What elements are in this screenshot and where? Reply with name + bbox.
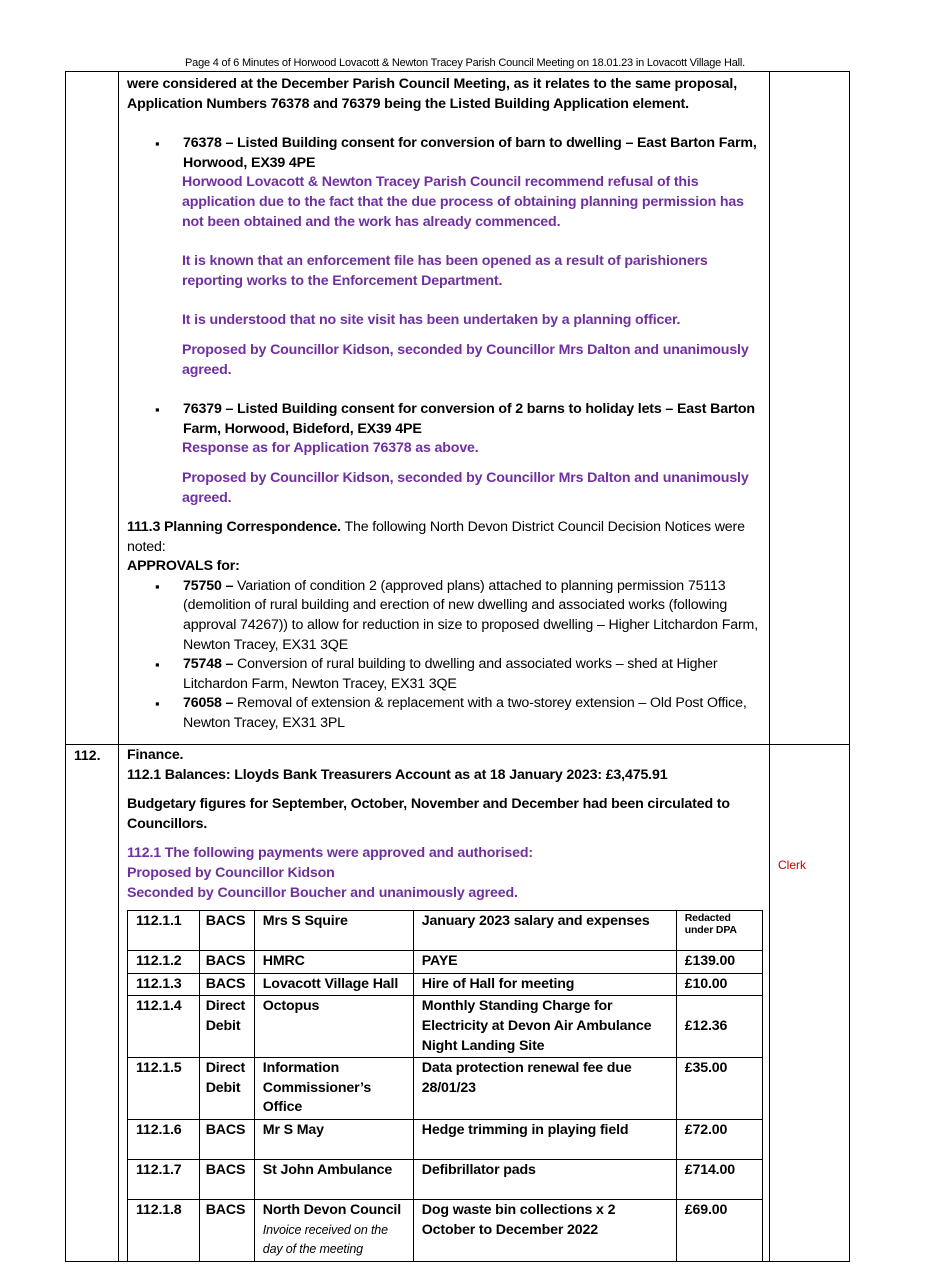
payment-ref-text: 112.1.7 [136,1161,182,1178]
action-clerk: Clerk [778,858,807,872]
payment-row [128,973,763,996]
approval-item [127,577,765,655]
payment-payee [254,1119,413,1159]
payment-description [413,996,676,1058]
payment-row [128,1119,763,1159]
payments-proposed: Proposed by Councillor Kidson [127,864,335,881]
payment-method-text: BACS [205,1201,246,1218]
payment-row [128,1058,763,1120]
minutes-table [65,71,850,1262]
approval-number: 75748 – [183,656,234,673]
payment-description [413,1119,676,1159]
payment-ref [128,996,200,1058]
payment-ref-text: 112.1.2 [136,953,182,970]
payment-ref [128,1199,200,1261]
payment-description [413,911,676,951]
payment-description-text: January 2023 salary and expenses [421,913,650,930]
payment-method-text: BACS [205,1121,246,1138]
approvals-list [127,577,765,734]
approval-item [127,655,765,694]
planning-correspondence [127,518,765,557]
payment-payee-text: Lovacott Village Hall [262,975,399,992]
column-divider [769,72,770,1261]
payment-amount-text: Redacted under DPA [684,912,737,937]
payments-table [127,910,763,1262]
payment-description-text: PAYE [421,953,458,970]
payment-payee [254,911,413,951]
application-76378-enforcement: It is known that an enforcement file has been opened as a result of parishioners reporting works to the Enforcement Department. [182,253,708,289]
payment-payee [254,973,413,996]
application-76378-site-visit: It is understood that no site visit has been undertaken by a planning officer. [182,312,681,329]
payment-description [413,1058,676,1120]
payment-payee-text: Mrs S Squire [262,913,348,930]
payment-payee [254,951,413,974]
section-111-content [127,75,765,734]
application-76378-title: ▪ 76378 – Listed Building consent for conversion of barn to dwelling – East Barton Farm, Horwood, EX39 4PE [127,134,765,173]
payment-row [128,996,763,1058]
payment-amount [676,996,762,1058]
payments-heading: 112.1 The following payments were approved and authorised: [127,845,534,862]
payment-description [413,1199,676,1261]
approvals-heading: APPROVALS for: [127,558,240,575]
payment-ref [128,951,200,974]
payment-amount [676,1058,762,1120]
payment-method [199,1199,254,1261]
payment-method [199,911,254,951]
payment-payee-text: Mr S May [262,1121,324,1138]
payment-row [128,951,763,974]
page-header: Page 4 of 6 Minutes of Horwood Lovacott & Newton Tracey Parish Council Meeting on 18.01.23 in Lovacott Village Hall. [185,57,745,69]
approval-number: 75750 – [183,577,234,594]
payment-method-text: BACS [205,975,246,992]
payment-description [413,951,676,974]
payment-description [413,973,676,996]
payment-row [128,1199,763,1261]
payment-payee [254,1199,413,1261]
payment-ref-text: 112.1.8 [136,1201,182,1218]
payment-amount [676,973,762,996]
balances: 112.1 Balances: Lloyds Bank Treasurers Account as at 18 January 2023: £3,475.91 [127,766,668,783]
payment-method-text: Direct Debit [205,998,246,1034]
payment-ref [128,1058,200,1120]
payment-payee-text: Octopus [262,998,320,1015]
payment-description-text: Data protection renewal fee due 28/01/23 [421,1060,632,1096]
approval-text: Variation of condition 2 (approved plans) attached to planning permission 75113 (demolition of rural building and erection of new dwelling and associated works (following approval 74267)) to allow for reduction in size to proposed dwelling – Higher Litchardon Farm, Newton Tracey, EX31 3QE [183,577,759,653]
payment-method-text: BACS [205,913,246,930]
payment-description-text: Defibrillator pads [421,1161,536,1178]
budgetary-figures: Budgetary figures for September, October, November and December had been circulated to Councillors. [127,796,730,832]
section-112-content [127,746,765,1262]
payment-amount [676,951,762,974]
planning-correspondence-text: The following North Devon District Council Decision Notices were noted: [127,519,745,555]
column-divider [118,72,119,1261]
payment-payee-text: HMRC [262,953,305,970]
payment-ref-text: 112.1.4 [136,998,182,1015]
payment-amount-text: £72.00 [684,1121,728,1138]
finance-heading: Finance. [127,747,184,763]
payment-method [199,951,254,974]
payments-number: 112.1 [127,845,161,862]
application-76378-response: Horwood Lovacott & Newton Tracey Parish Council recommend refusal of this application due to the fact that the due process of obtaining planning permission has not been obtained and the work has already commenced. [182,174,744,230]
payment-ref-text: 112.1.5 [136,1060,182,1077]
payment-amount [676,1199,762,1261]
payment-amount-text: £139.00 [684,953,735,970]
approval-number: 76058 – [183,695,234,712]
approval-text: Conversion of rural building to dwelling and associated works – shed at Higher Litchardon Farm, Newton Tracey, EX31 3QE [183,656,718,692]
payment-ref [128,973,200,996]
application-76378-resolution: Proposed by Councillor Kidson, seconded by Councillor Mrs Dalton and unanimously agreed. [182,341,749,378]
payment-method [199,1119,254,1159]
section-112-number: 112. [74,747,101,763]
payment-ref-text: 112.1.3 [136,975,182,992]
payment-amount-text: £714.00 [684,1161,735,1178]
approval-text: Removal of extension & replacement with a two-storey extension – Old Post Office, Newton Tracey, EX31 3PL [183,695,747,732]
payment-payee [254,1058,413,1120]
payment-method-text: BACS [205,1161,246,1178]
payment-ref [128,1119,200,1159]
payment-amount [676,1159,762,1199]
payment-amount-text: £35.00 [684,1060,728,1077]
payment-method [199,1159,254,1199]
payments-seconded: Seconded by Councillor Boucher and unanimously agreed. [127,884,518,901]
payment-row [128,1159,763,1199]
payment-payee-note: Invoice received on the day of the meeting [262,1222,388,1257]
row-divider [66,744,849,745]
payment-amount-text: £10.00 [684,975,728,992]
payment-amount [676,1119,762,1159]
payment-ref-text: 112.1.6 [136,1121,182,1138]
application-76379-response: Response as for Application 76378 as above. [182,440,479,457]
payment-amount [676,911,762,951]
payment-row [128,911,763,951]
payment-method [199,973,254,996]
payment-description-text: Dog waste bin collections x 2 October to December 2022 [421,1201,616,1238]
payment-ref [128,911,200,951]
payment-description-text: Hire of Hall for meeting [421,975,575,992]
payment-method [199,1058,254,1120]
application-76379-title: ▪ 76379 – Listed Building consent for conversion of 2 barns to holiday lets – East Barton Farm, Horwood, Bideford, EX39 4PE [127,400,765,439]
payment-payee [254,1159,413,1199]
payment-ref [128,1159,200,1199]
planning-correspondence-heading: 111.3 Planning Correspondence. [127,519,341,536]
payment-method-text: BACS [205,953,246,970]
payment-description-text: Monthly Standing Charge for Electricity at Devon Air Ambulance Night Landing Site [421,998,652,1054]
payment-payee-text: North Devon Council [262,1201,402,1218]
payment-ref-text: 112.1.1 [136,913,182,930]
application-76379-resolution: Proposed by Councillor Kidson, seconded by Councillor Mrs Dalton and unanimously agreed. [182,469,749,506]
payment-method-text: Direct Debit [205,1060,246,1096]
payment-description-text: Hedge trimming in playing field [421,1121,629,1138]
payment-amount-text: £12.36 [684,1017,728,1034]
payment-payee-text: St John Ambulance [262,1161,393,1178]
payment-payee [254,996,413,1058]
payment-payee-text: Information Commissioner’s Office [262,1060,372,1116]
payment-amount-text: £69.00 [684,1201,728,1218]
payment-description [413,1159,676,1199]
payment-method [199,996,254,1058]
approval-item [127,694,765,733]
section-111-intro: were considered at the December Parish Council Meeting, as it relates to the same proposal, Application Numbers 76378 and 76379 being the Listed Building Application element. [127,76,738,112]
